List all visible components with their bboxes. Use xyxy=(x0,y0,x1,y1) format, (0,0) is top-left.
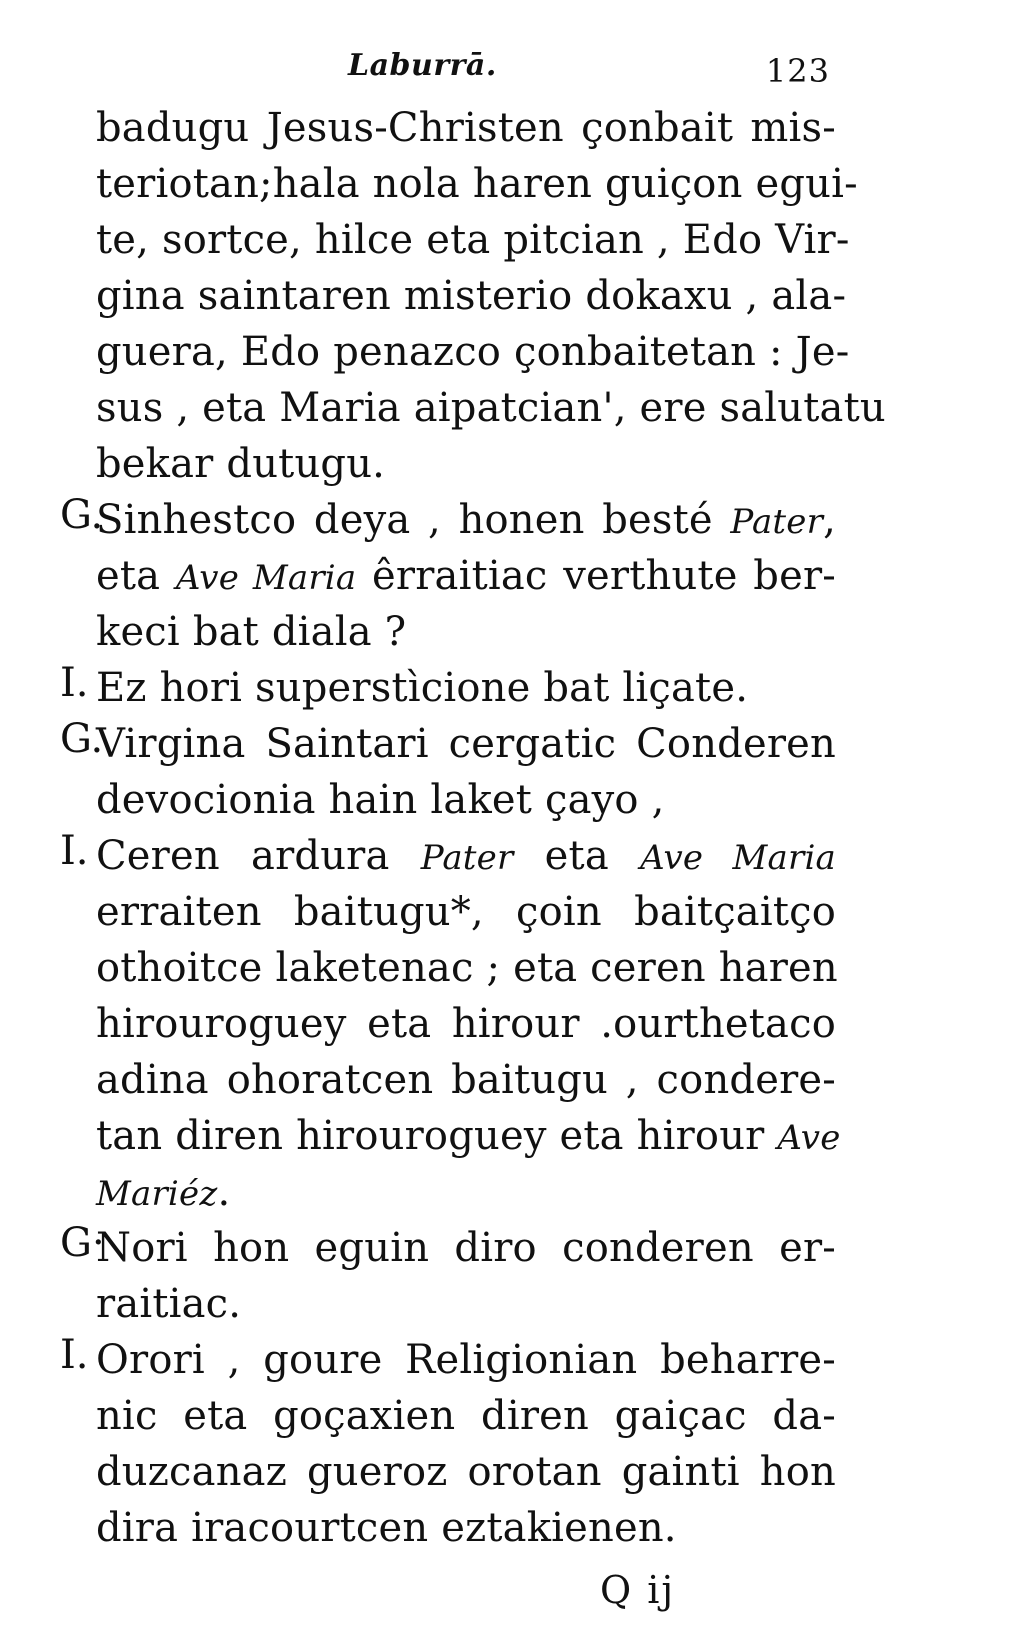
text-line: nic eta goçaxien diren gaiçac da- xyxy=(96,1393,836,1439)
text-line: gina saintaren misterio dokaxu , ala- xyxy=(96,273,847,319)
speaker-marker: G· xyxy=(60,1220,105,1266)
text-line: dira iracourtcen eztakienen. xyxy=(96,1505,677,1551)
text-line: Orori , goure Religionian beharre- xyxy=(96,1337,836,1383)
text-line: duzcanaz gueroz orotan gainti hon xyxy=(96,1449,836,1495)
text-line: guera, Edo penazco çonbaitetan : Je- xyxy=(96,329,850,375)
paragraph xyxy=(60,660,836,716)
text-line: devocionia hain laket çayo , xyxy=(96,777,665,823)
running-head: Laburrā. xyxy=(348,48,497,83)
text-line: hirouroguey eta hirour .ourthetaco xyxy=(96,1001,836,1047)
paragraph xyxy=(96,100,886,492)
signature-mark: Q ij xyxy=(600,1568,676,1612)
text-line: Sinhestco deya , honen besté Pater, xyxy=(96,497,836,543)
speaker-marker: I. xyxy=(60,1332,89,1378)
paragraph xyxy=(60,716,836,828)
text-line: Ez hori superstìcione bat liçate. xyxy=(96,665,749,711)
text-line: raitiac. xyxy=(96,1281,242,1327)
text-line: Ceren ardura Pater eta Ave Maria xyxy=(96,833,836,879)
paragraph xyxy=(60,1332,836,1556)
text-line: keci bat diala ? xyxy=(96,609,407,655)
text-line: Mariéz. xyxy=(96,1169,231,1215)
text-line: othoitce laketenac ; eta ceren haren xyxy=(96,945,838,991)
speaker-marker: G. xyxy=(60,716,104,762)
paragraph xyxy=(60,1220,836,1332)
text-line: bekar dutugu. xyxy=(96,441,386,487)
speaker-marker: I. xyxy=(60,828,89,874)
text-line: badugu Jesus-Christen çonbait mis- xyxy=(96,105,836,151)
text-line: Nori hon eguin diro conderen er- xyxy=(96,1225,836,1271)
speaker-marker: G. xyxy=(60,492,104,538)
text-body xyxy=(60,100,886,1556)
page-header xyxy=(330,48,830,98)
text-line: Virgina Saintari cergatic Conderen xyxy=(96,721,836,767)
text-line: sus , eta Maria aipatcian', ere salutatu xyxy=(96,385,886,431)
paragraph xyxy=(60,492,837,660)
page-number: 123 xyxy=(765,52,830,90)
text-line: teriotan;hala nola haren guiçon egui- xyxy=(96,161,858,207)
speaker-marker: I. xyxy=(60,660,89,706)
paragraph xyxy=(60,828,841,1220)
text-line: te, sortce, hilce eta pitcian , Edo Vir- xyxy=(96,217,850,263)
text-line: eta Ave Maria êrraitiac verthute ber- xyxy=(96,553,837,599)
text-line: tan diren hirouroguey eta hirour Ave xyxy=(96,1113,841,1159)
text-line: erraiten baitugu*, çoin baitçaitço xyxy=(96,889,836,935)
text-line: adina ohoratcen baitugu , condere- xyxy=(96,1057,836,1103)
